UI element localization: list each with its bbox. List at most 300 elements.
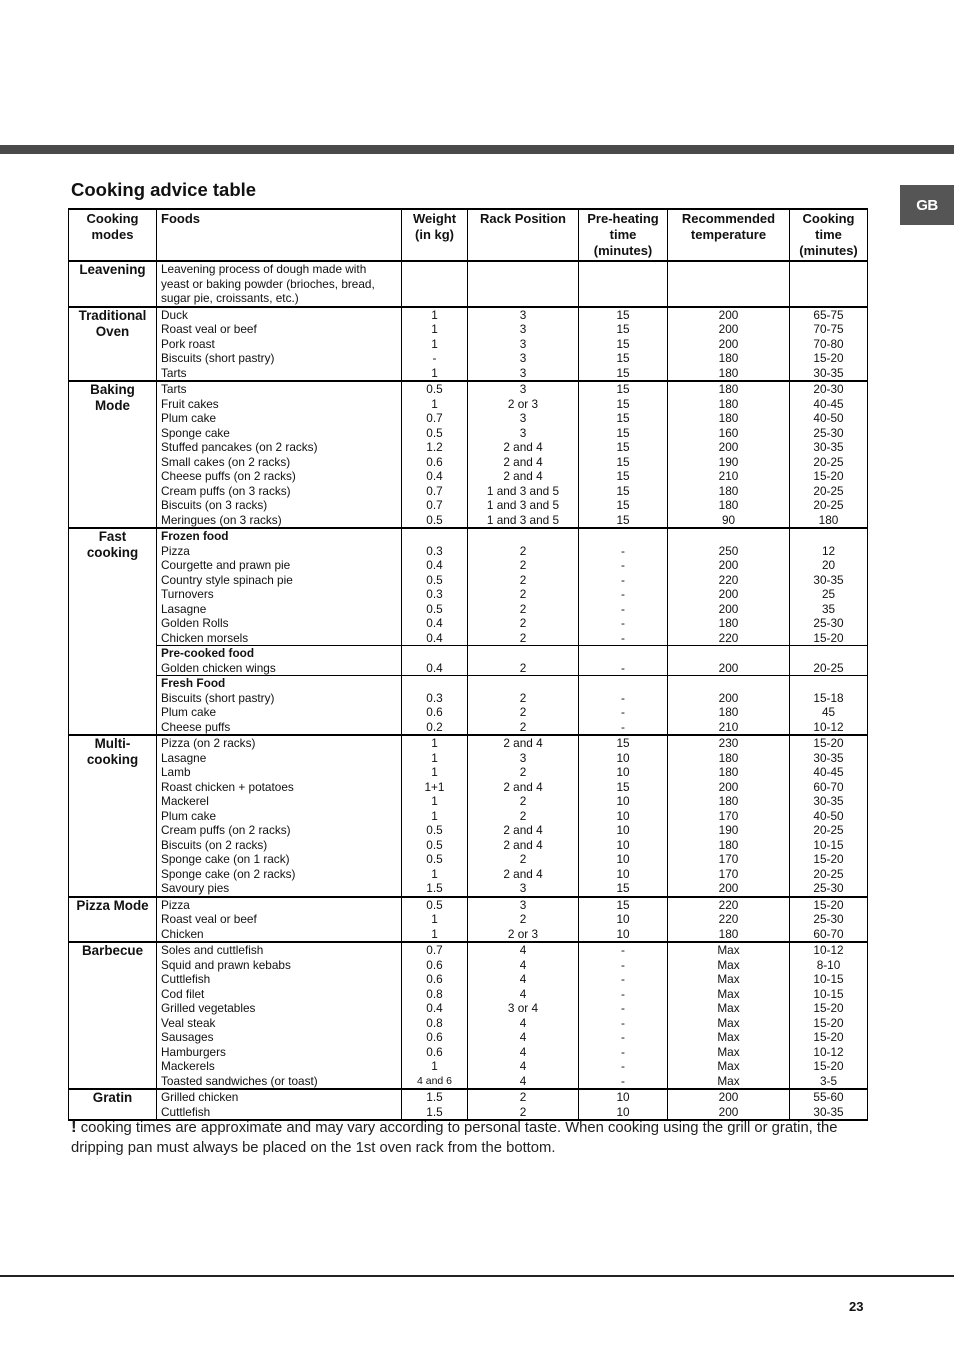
table-row bbox=[69, 942, 868, 1089]
value-item: 30-35 bbox=[813, 365, 844, 380]
value-item: 15-20 bbox=[813, 1030, 844, 1044]
value-item bbox=[406, 646, 463, 661]
value-item: 15 bbox=[616, 881, 630, 895]
temperature-cell bbox=[668, 942, 790, 1089]
value-item: 40-50 bbox=[813, 808, 844, 823]
value-item: 170 bbox=[718, 866, 739, 881]
value-item: 3-5 bbox=[819, 1073, 838, 1088]
value-item: - bbox=[621, 943, 625, 957]
value-item: 15 bbox=[616, 779, 630, 794]
value-item: 15 bbox=[616, 351, 630, 365]
value-item: 4 bbox=[519, 972, 527, 986]
food-item: Cheese puffs (on 2 racks) bbox=[161, 469, 296, 483]
value-item: - bbox=[621, 587, 625, 601]
value-item: 10 bbox=[616, 808, 630, 823]
value-item: - bbox=[621, 705, 625, 719]
cooking-mode-cell bbox=[69, 307, 157, 382]
food-item: Chicken morsels bbox=[161, 630, 249, 645]
foods-cell bbox=[157, 646, 402, 676]
value-item: 2 and 4 bbox=[503, 823, 543, 837]
value-item: 4 bbox=[519, 957, 527, 972]
value-item: 55-60 bbox=[813, 1090, 844, 1104]
food-item: Toasted sandwiches (or toast) bbox=[161, 1073, 318, 1088]
foods-cell bbox=[157, 676, 402, 736]
value-item: 2 bbox=[519, 852, 527, 866]
value-item: 1 bbox=[431, 866, 438, 881]
cooking-mode-label: Multi-cooking bbox=[86, 736, 139, 767]
value-item: 0.3 bbox=[426, 690, 443, 705]
value-item: 10 bbox=[616, 837, 630, 852]
value-item: 1 bbox=[431, 794, 438, 808]
value-item: - bbox=[621, 660, 625, 675]
temperature-cell bbox=[668, 676, 790, 736]
value-item: 10 bbox=[616, 912, 630, 926]
table-row bbox=[69, 261, 868, 307]
table-row bbox=[69, 381, 868, 528]
value-item: - bbox=[621, 1059, 625, 1073]
value-item: 25-30 bbox=[813, 912, 844, 926]
value-item: 10 bbox=[616, 794, 630, 808]
food-item: Country style spinach pie bbox=[161, 572, 293, 587]
value-item: 1 bbox=[431, 307, 438, 322]
value-item: Max bbox=[717, 1059, 740, 1073]
value-item: 2 bbox=[519, 616, 527, 630]
value-item: Max bbox=[717, 1030, 740, 1044]
value-item: 15-20 bbox=[813, 1059, 844, 1073]
food-item: Grilled chicken bbox=[161, 1090, 239, 1104]
value-item: 2 bbox=[519, 601, 527, 616]
value-item: 2 bbox=[519, 719, 527, 734]
value-item: - bbox=[432, 351, 437, 365]
value-item: 15-20 bbox=[813, 351, 844, 365]
value-item: 190 bbox=[718, 454, 739, 469]
value-item: - bbox=[621, 601, 625, 616]
value-item: 0.5 bbox=[426, 601, 443, 616]
value-item: - bbox=[621, 986, 625, 1001]
value-item: 1 bbox=[431, 322, 438, 336]
food-item: Lasagne bbox=[161, 750, 207, 765]
value-item: 60-70 bbox=[813, 926, 844, 941]
preheating-time-cell bbox=[579, 1089, 668, 1120]
food-item: Soles and cuttlefish bbox=[161, 943, 264, 957]
food-item: Roast chicken + potatoes bbox=[161, 779, 294, 794]
rack-position-cell bbox=[468, 676, 579, 736]
value-item: 0.3 bbox=[426, 543, 443, 558]
footer-rule bbox=[0, 1275, 954, 1277]
value-item: 30-35 bbox=[813, 440, 844, 454]
value-item: 15 bbox=[616, 396, 630, 411]
value-item: - bbox=[621, 1001, 625, 1015]
value-item: 10-15 bbox=[813, 837, 844, 852]
value-item: 25-30 bbox=[813, 881, 844, 895]
food-item: Sausages bbox=[161, 1030, 214, 1044]
preheating-time-cell bbox=[579, 528, 668, 646]
value-item: 210 bbox=[718, 719, 739, 734]
value-item: 180 bbox=[718, 382, 739, 396]
value-item: 2 and 4 bbox=[503, 736, 543, 750]
value-item: 4 bbox=[519, 986, 527, 1001]
value-item: 0.8 bbox=[426, 1015, 443, 1030]
value-item: 2 and 4 bbox=[503, 779, 543, 794]
value-item: 1.2 bbox=[426, 440, 443, 454]
value-item: 0.3 bbox=[426, 587, 443, 601]
value-item: 20-25 bbox=[813, 483, 844, 498]
food-item: Mackerel bbox=[161, 794, 209, 808]
cooking-note bbox=[71, 1117, 861, 1158]
header-bar bbox=[0, 145, 954, 154]
value-item bbox=[672, 676, 785, 691]
language-tab: GB bbox=[900, 185, 954, 225]
value-item: 1 bbox=[431, 750, 438, 765]
value-item: 2 bbox=[519, 794, 527, 808]
cooking-mode-cell bbox=[69, 897, 157, 943]
value-item: 0.4 bbox=[426, 558, 443, 572]
value-item: 1 bbox=[431, 336, 438, 351]
value-item bbox=[406, 291, 463, 306]
cooking-time-cell bbox=[790, 942, 868, 1089]
value-item: 20-25 bbox=[813, 866, 844, 881]
food-item: Biscuits (on 3 racks) bbox=[161, 498, 268, 512]
foods-cell bbox=[157, 261, 402, 307]
value-item bbox=[794, 529, 863, 544]
table-row bbox=[69, 897, 868, 943]
value-item: 30-35 bbox=[813, 750, 844, 765]
value-item: 2 and 4 bbox=[503, 866, 543, 881]
value-item: - bbox=[621, 572, 625, 587]
value-item: 30-35 bbox=[813, 1104, 844, 1119]
value-item: 200 bbox=[718, 601, 739, 616]
temperature-cell bbox=[668, 307, 790, 382]
value-item: 180 bbox=[718, 351, 739, 365]
value-item: 3 bbox=[519, 897, 527, 912]
food-item: Golden Rolls bbox=[161, 616, 229, 630]
cooking-mode-cell bbox=[69, 261, 157, 307]
value-item: 15 bbox=[616, 382, 630, 396]
value-item: - bbox=[621, 558, 625, 572]
value-item: 0.5 bbox=[426, 823, 443, 837]
rack-position-cell bbox=[468, 528, 579, 646]
food-item: Chicken bbox=[161, 926, 204, 941]
value-item bbox=[472, 277, 574, 292]
food-item: Lasagne bbox=[161, 601, 207, 616]
value-item: 2 bbox=[519, 660, 527, 675]
value-item: 180 bbox=[718, 705, 739, 719]
weight-cell bbox=[402, 897, 468, 943]
cooking-time-cell bbox=[790, 307, 868, 382]
value-item: 15-20 bbox=[813, 736, 844, 750]
value-item: 0.4 bbox=[426, 1001, 443, 1015]
value-item: 15-20 bbox=[813, 852, 844, 866]
value-item: 2 bbox=[519, 765, 527, 779]
foods-cell bbox=[157, 381, 402, 528]
value-item: 3 bbox=[519, 750, 527, 765]
value-item: 4 bbox=[519, 1044, 527, 1059]
value-item: 3 bbox=[519, 881, 527, 895]
value-item bbox=[406, 529, 463, 544]
value-item: - bbox=[621, 630, 625, 645]
header-recommended-temperature: Recommended temperature bbox=[668, 209, 790, 261]
value-item: 200 bbox=[718, 660, 739, 675]
value-item: 0.5 bbox=[426, 897, 443, 912]
value-item bbox=[583, 529, 663, 544]
food-item: Pizza bbox=[161, 897, 190, 912]
value-item: 15 bbox=[616, 440, 630, 454]
value-item: 0.4 bbox=[426, 616, 443, 630]
value-item: 0.8 bbox=[426, 986, 443, 1001]
value-item: 170 bbox=[718, 852, 739, 866]
rack-position-cell bbox=[468, 307, 579, 382]
value-item: 10 bbox=[616, 1104, 630, 1119]
food-item: Cream puffs (on 3 racks) bbox=[161, 483, 291, 498]
cooking-time-cell bbox=[790, 381, 868, 528]
foods-cell bbox=[157, 897, 402, 943]
weight-cell bbox=[402, 261, 468, 307]
value-item: 0.5 bbox=[426, 425, 443, 440]
cooking-mode-label: Leavening bbox=[79, 262, 146, 277]
value-item: 12 bbox=[821, 543, 836, 558]
cooking-mode-label: Pizza Mode bbox=[76, 897, 149, 913]
value-item: 25-30 bbox=[813, 425, 844, 440]
value-item: 15-20 bbox=[813, 469, 844, 483]
food-item: Cod filet bbox=[161, 986, 205, 1001]
value-item: 25-30 bbox=[813, 616, 844, 630]
value-item: 15 bbox=[616, 307, 630, 322]
value-item: 170 bbox=[718, 808, 739, 823]
cooking-time-cell bbox=[790, 676, 868, 736]
value-item: 3 bbox=[519, 351, 527, 365]
table-row bbox=[69, 735, 868, 897]
value-item: 3 bbox=[519, 411, 527, 425]
cooking-mode-label: Traditional Oven bbox=[78, 307, 147, 339]
value-item: 180 bbox=[718, 765, 739, 779]
value-item bbox=[472, 291, 574, 306]
value-item: 15-20 bbox=[813, 1015, 844, 1030]
table-row bbox=[69, 307, 868, 382]
food-item: Courgette and prawn pie bbox=[161, 558, 291, 572]
value-item: 10 bbox=[616, 926, 630, 941]
preheating-time-cell bbox=[579, 646, 668, 676]
value-item: 1 and 3 and 5 bbox=[486, 498, 560, 512]
value-item: Max bbox=[717, 1015, 740, 1030]
value-item: 0.6 bbox=[426, 454, 443, 469]
value-item: 2 bbox=[519, 808, 527, 823]
value-item: 15 bbox=[616, 736, 630, 750]
value-item: 0.6 bbox=[426, 1030, 443, 1044]
food-item: Meringues (on 3 racks) bbox=[161, 512, 282, 527]
value-item: 2 bbox=[519, 630, 527, 645]
value-item: 15 bbox=[616, 411, 630, 425]
value-item bbox=[794, 291, 863, 306]
value-item: 10 bbox=[616, 823, 630, 837]
food-item: Golden chicken wings bbox=[161, 660, 276, 675]
value-item: 180 bbox=[718, 926, 739, 941]
value-item: 15-20 bbox=[813, 630, 844, 645]
page-number: 23 bbox=[849, 1299, 864, 1314]
value-item: 180 bbox=[718, 365, 739, 380]
food-category-label: Fresh Food bbox=[161, 676, 226, 690]
value-item: 0.6 bbox=[426, 972, 443, 986]
value-item: Max bbox=[717, 1044, 740, 1059]
value-item: 180 bbox=[718, 750, 739, 765]
value-item: 1.5 bbox=[426, 1090, 443, 1104]
value-item: Max bbox=[717, 957, 740, 972]
value-item: 2 bbox=[519, 1104, 527, 1119]
value-item: 2 bbox=[519, 705, 527, 719]
value-item: 10-15 bbox=[813, 986, 844, 1001]
food-category-label: Pre-cooked food bbox=[161, 646, 255, 660]
value-item: 2 and 4 bbox=[503, 454, 543, 469]
value-item: 4 bbox=[519, 1015, 527, 1030]
value-item: 25 bbox=[821, 587, 836, 601]
value-item: 10 bbox=[616, 765, 630, 779]
value-item: 15-20 bbox=[813, 1001, 844, 1015]
value-item: 15 bbox=[616, 897, 630, 912]
value-item: 210 bbox=[718, 469, 739, 483]
value-item: 0.6 bbox=[426, 1044, 443, 1059]
value-item: 200 bbox=[718, 307, 739, 322]
value-item: 160 bbox=[718, 425, 739, 440]
food-item: Savoury pies bbox=[161, 881, 230, 895]
foods-cell bbox=[157, 307, 402, 382]
food-item: Plum cake bbox=[161, 808, 217, 823]
value-item: 220 bbox=[718, 572, 739, 587]
value-item: 200 bbox=[718, 1104, 739, 1119]
value-item: 1.5 bbox=[426, 881, 443, 895]
preheating-time-cell bbox=[579, 676, 668, 736]
value-item: - bbox=[621, 719, 625, 734]
value-item: Max bbox=[717, 943, 740, 957]
value-item: - bbox=[621, 616, 625, 630]
value-item: Max bbox=[717, 986, 740, 1001]
value-item: 40-45 bbox=[813, 396, 844, 411]
value-item: 220 bbox=[718, 897, 739, 912]
value-item: 2 or 3 bbox=[507, 396, 539, 411]
cooking-mode-label: Baking Mode bbox=[90, 382, 135, 413]
cooking-time-cell bbox=[790, 261, 868, 307]
value-item bbox=[472, 262, 574, 277]
value-item: 2 bbox=[519, 912, 527, 926]
food-item: Mackerels bbox=[161, 1059, 215, 1073]
value-item: 1 bbox=[431, 365, 438, 380]
header-rack-position: Rack Position bbox=[468, 209, 579, 261]
value-item: 0.2 bbox=[426, 719, 443, 734]
value-item bbox=[672, 277, 785, 292]
food-item: Sponge cake (on 2 racks) bbox=[161, 866, 296, 881]
food-item: Biscuits (short pastry) bbox=[161, 351, 275, 365]
food-item: Biscuits (short pastry) bbox=[161, 690, 275, 705]
weight-cell bbox=[402, 942, 468, 1089]
value-item: 0.5 bbox=[426, 852, 443, 866]
table-row bbox=[69, 676, 868, 736]
value-item: 0.4 bbox=[426, 660, 443, 675]
food-item: Cuttlefish bbox=[161, 1104, 211, 1119]
value-item: 15 bbox=[616, 454, 630, 469]
weight-cell bbox=[402, 528, 468, 646]
value-item: 1 bbox=[431, 736, 438, 750]
value-item: 10-12 bbox=[813, 1044, 844, 1059]
value-item: 0.7 bbox=[426, 498, 443, 512]
value-item: 250 bbox=[718, 543, 739, 558]
weight-cell bbox=[402, 646, 468, 676]
value-item: 4 bbox=[519, 1030, 527, 1044]
value-item: 3 or 4 bbox=[507, 1001, 539, 1015]
rack-position-cell bbox=[468, 381, 579, 528]
value-item: 10 bbox=[616, 866, 630, 881]
weight-cell bbox=[402, 676, 468, 736]
value-item: 180 bbox=[718, 483, 739, 498]
value-item: 3 bbox=[519, 307, 527, 322]
value-item: 70-80 bbox=[813, 336, 844, 351]
value-item: 180 bbox=[718, 616, 739, 630]
food-item: Pork roast bbox=[161, 336, 215, 351]
food-item: Hamburgers bbox=[161, 1044, 226, 1059]
value-item: 2 and 4 bbox=[503, 469, 543, 483]
value-item: 70-75 bbox=[813, 322, 844, 336]
value-item: 15-18 bbox=[813, 690, 844, 705]
weight-cell bbox=[402, 735, 468, 897]
value-item: 200 bbox=[718, 336, 739, 351]
food-item: yeast or baking powder (brioches, bread, bbox=[161, 276, 375, 291]
table-body bbox=[69, 261, 868, 1120]
value-item: 10-12 bbox=[813, 719, 844, 734]
value-item: 2 and 4 bbox=[503, 440, 543, 454]
header-weight: Weight (in kg) bbox=[402, 209, 468, 261]
value-item: 0.5 bbox=[426, 572, 443, 587]
value-item: 30-35 bbox=[813, 794, 844, 808]
value-item: 180 bbox=[718, 794, 739, 808]
weight-cell bbox=[402, 1089, 468, 1120]
value-item: - bbox=[621, 1044, 625, 1059]
value-item: - bbox=[621, 1073, 625, 1088]
value-item: 0.4 bbox=[426, 630, 443, 645]
value-item: 10-12 bbox=[813, 943, 844, 957]
value-item: 200 bbox=[718, 558, 739, 572]
temperature-cell bbox=[668, 381, 790, 528]
value-item: 190 bbox=[718, 823, 739, 837]
value-item: 15 bbox=[616, 336, 630, 351]
value-item bbox=[406, 262, 463, 277]
food-item: Plum cake bbox=[161, 411, 217, 425]
value-item: 20-25 bbox=[813, 498, 844, 512]
value-item bbox=[794, 676, 863, 691]
rack-position-cell bbox=[468, 1089, 579, 1120]
value-item: 0.7 bbox=[426, 943, 443, 957]
food-item: Leavening process of dough made with bbox=[161, 262, 367, 276]
value-item: 1 bbox=[431, 808, 438, 823]
value-item: 1 bbox=[431, 1059, 438, 1073]
value-item: 1 bbox=[431, 926, 438, 941]
value-item: 1 bbox=[431, 396, 438, 411]
value-item: 90 bbox=[721, 512, 736, 527]
food-category-label: Frozen food bbox=[161, 529, 229, 543]
header-preheating-time: Pre-heating time (minutes) bbox=[579, 209, 668, 261]
temperature-cell bbox=[668, 646, 790, 676]
value-item: 2 bbox=[519, 543, 527, 558]
value-item: 15 bbox=[616, 469, 630, 483]
value-item: 40-45 bbox=[813, 765, 844, 779]
value-item bbox=[672, 646, 785, 661]
value-item: 4 bbox=[519, 1059, 527, 1073]
value-item: - bbox=[621, 957, 625, 972]
value-item: 15 bbox=[616, 322, 630, 336]
page-title: Cooking advice table bbox=[71, 179, 257, 200]
value-item: 200 bbox=[718, 587, 739, 601]
cooking-mode-label: Fast cooking bbox=[86, 529, 139, 560]
value-item: Max bbox=[717, 1073, 740, 1088]
cooking-time-cell bbox=[790, 1089, 868, 1120]
food-item: Sponge cake bbox=[161, 425, 230, 440]
value-item: 3 bbox=[519, 425, 527, 440]
